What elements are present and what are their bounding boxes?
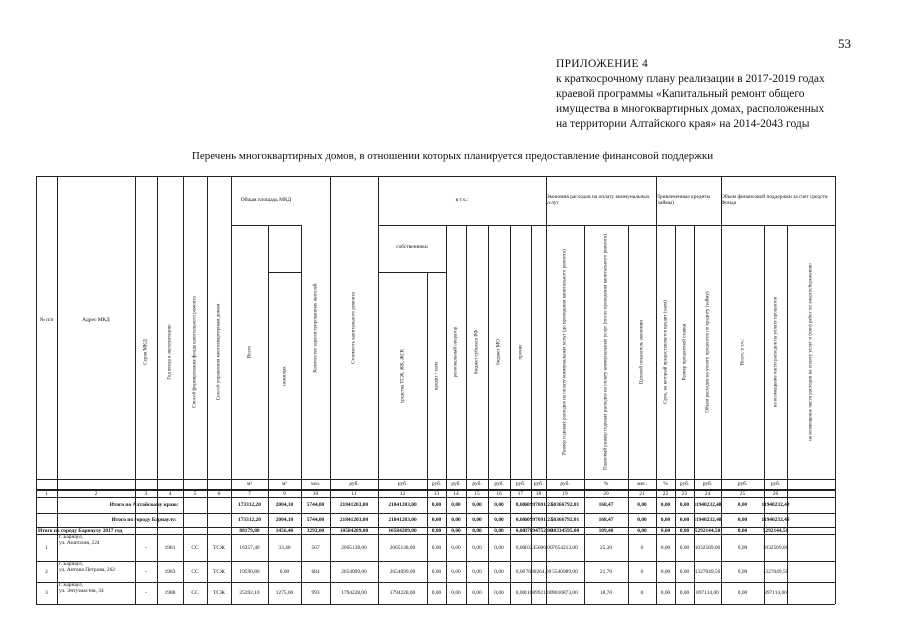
column-number: 14 xyxy=(453,490,459,497)
unit-cell: % xyxy=(603,481,609,487)
row-mgmt: ТСЖ xyxy=(213,590,225,596)
unit-cell: руб. xyxy=(349,481,359,487)
header-area-nonres: нежилых xyxy=(281,365,287,386)
row-value: 993 xyxy=(311,590,320,596)
header-target-economy: Целевой показатель экономии xyxy=(639,320,645,384)
row-value: 0,00 xyxy=(660,590,671,596)
row-value: 1794228,00 xyxy=(389,590,416,596)
row-fund: СС xyxy=(191,544,199,551)
appendix-line: имущества в многоквартирных домах, расположенных xyxy=(556,103,825,115)
column-number: 1 xyxy=(45,490,48,497)
row-value: 18,70 xyxy=(599,590,613,596)
row-value: 0,00 xyxy=(431,590,442,596)
row-value: 897114,00 xyxy=(696,590,719,596)
unit-cell: чел. xyxy=(310,481,321,487)
row-value: 9010873,00 xyxy=(552,590,578,596)
column-number: 22 xyxy=(662,490,669,497)
totals-value: 0,00 xyxy=(660,527,671,534)
row-value: 1275,00 xyxy=(275,590,294,596)
row-value: 0,00 xyxy=(515,590,526,596)
row-value: 0,00 xyxy=(472,544,482,551)
row-value: 0,00 xyxy=(451,544,461,551)
unit-cell: руб. xyxy=(431,481,442,487)
header-fund-method: Способ формирования фонда капитального ремонта xyxy=(192,296,198,408)
totals-value: 0,00 xyxy=(737,527,748,534)
column-number: 7 xyxy=(248,490,251,497)
totals-value: 0,00 xyxy=(660,502,671,508)
totals-value: 50366792,01 xyxy=(550,502,580,508)
header-other: прочие xyxy=(517,344,523,360)
header-no: № п/п xyxy=(39,317,54,323)
row-value: 0,00 xyxy=(737,544,748,551)
header-owners: собственники xyxy=(396,243,428,250)
appendix-line: к краткосрочному плану реализации в 2017-2019 годах xyxy=(556,73,825,85)
totals-value: 0,00 xyxy=(660,517,671,523)
row-value: 0,00 xyxy=(472,568,482,575)
unit-cell: м² xyxy=(246,481,253,487)
header-support-total: Всего, в т.ч.: xyxy=(739,338,745,366)
row-value: 0,00 xyxy=(494,544,504,551)
row-address-street: ул. Анатолия, 224 xyxy=(59,540,100,546)
totals-value: 11940232,48 xyxy=(761,517,790,523)
totals-value: 0,00 xyxy=(679,527,690,534)
header-annual-after: Плановый размер годовых расходов на оплату коммунальных услуг (после проведения капитального ремонта) xyxy=(603,234,609,470)
row-number: 3 xyxy=(45,590,48,596)
totals-value: 2004,10 xyxy=(275,502,294,508)
unit-cell: руб. xyxy=(770,481,781,487)
header-support-works: на возмещение части расходов на оплату услуг и (или) работ по энергосбережению xyxy=(808,263,814,441)
totals-value: 0,00 xyxy=(472,502,482,508)
header-year: Год ввода в эксплуатацию xyxy=(167,324,173,380)
row-value: 2065138,00 xyxy=(341,544,367,551)
header-incl: в т.ч.: xyxy=(455,197,469,203)
totals-value: 50366792,01 xyxy=(550,517,580,523)
totals-value: 0,00 xyxy=(451,502,461,508)
column-number: 24 xyxy=(704,490,711,497)
column-number: 16 xyxy=(496,490,502,497)
row-value: 25,30 xyxy=(599,544,613,551)
totals-value: 2004,10 xyxy=(275,517,294,523)
unit-cell: руб. xyxy=(397,481,408,487)
totals-value: 88179,80 xyxy=(239,527,260,534)
header-savings: Экономия расходов на оплату коммунальных услуг xyxy=(546,194,650,206)
totals-value: 60997691,23 xyxy=(524,502,553,508)
row-value: 0 xyxy=(640,568,644,575)
totals-value: 0,00 xyxy=(515,517,526,523)
row-fund: СС xyxy=(191,568,199,575)
row-value: 0,00 xyxy=(515,568,526,575)
row-year: 1988 xyxy=(164,590,176,596)
row-value: 2654099,00 xyxy=(341,568,367,575)
column-number: 26 xyxy=(772,490,779,497)
totals-value: 37894752,00 xyxy=(524,527,553,534)
header-area-total: Всего xyxy=(246,345,252,359)
row-value: 0,00 xyxy=(472,590,482,596)
row-value: 0,00 xyxy=(279,568,290,575)
unit-cell: руб. xyxy=(702,481,713,487)
row-value: 0,00 xyxy=(431,568,442,575)
row-value: 0,00 xyxy=(494,590,504,596)
row-value: 0,00 xyxy=(660,568,671,575)
header-attracted: Привлеченные кредиты (займы) xyxy=(656,194,711,206)
totals-value: 0,00 xyxy=(494,517,504,523)
row-value: 1794228,00 xyxy=(341,590,367,596)
totals-value: 21841203,00 xyxy=(388,517,417,523)
row-value: 0,00 xyxy=(679,544,690,551)
row-value: 19590,80 xyxy=(239,568,260,575)
column-number: 12 xyxy=(399,490,406,497)
totals-value: 10584289,00 xyxy=(339,527,369,534)
header-series: Серия МКД xyxy=(143,339,149,365)
row-value: 2654099,00 xyxy=(389,568,416,575)
row-year: 1983 xyxy=(164,568,176,575)
header-support: Объем финансовой поддержки за счет средств Фонда xyxy=(721,194,828,206)
row-series: - xyxy=(145,568,147,575)
row-value: 0,00 xyxy=(679,568,690,575)
page-number: 53 xyxy=(838,36,851,51)
column-number: 2 xyxy=(94,490,98,497)
header-interest-volume: Объем расходов на уплату процентов по кредиту (займу) xyxy=(704,291,710,413)
column-number: 23 xyxy=(681,490,688,497)
appendix-title: ПРИЛОЖЕНИЕ 4 xyxy=(556,58,649,70)
totals-value: 21841203,00 xyxy=(339,502,369,508)
column-number: 5 xyxy=(193,490,197,497)
unit-cell: руб. xyxy=(494,481,504,487)
row-address-city: г. Барнаул, xyxy=(59,582,83,588)
unit-cell: руб. xyxy=(472,481,482,487)
column-number: 21 xyxy=(639,490,645,497)
row-series: - xyxy=(145,544,147,551)
totals-value: 0,00 xyxy=(431,517,442,523)
row-value: 0,00 xyxy=(451,590,461,596)
appendix-line: на территории Алтайского края» на 2014-2043 годы xyxy=(556,118,810,130)
row-value: 11089921,00 xyxy=(524,590,553,596)
totals-value: 30334595,00 xyxy=(550,527,580,534)
totals-value: 1456,40 xyxy=(275,527,294,534)
totals-value: 0,00 xyxy=(494,502,504,508)
row-address-city: г. Барнаул, xyxy=(59,534,83,540)
row-address-street: ул. Энтузиастов, 34 xyxy=(59,588,104,594)
totals-value: 5744,00 xyxy=(306,502,325,508)
totals-value: 0,00 xyxy=(637,517,647,523)
column-number: 18 xyxy=(535,490,542,497)
totals-value: 0,00 xyxy=(451,527,461,534)
row-value: 1327049,50 xyxy=(694,568,721,575)
row-value: 21,70 xyxy=(599,568,613,575)
unit-cell: м² xyxy=(281,481,288,487)
header-residents: Количество зарегистрированных жителей xyxy=(312,282,318,373)
header-mo-budget: бюджет МО xyxy=(496,339,502,365)
row-value: 0,00 xyxy=(737,590,748,596)
row-value: 567 xyxy=(311,544,320,551)
header-regional-operator: региональный оператор xyxy=(453,326,459,378)
totals-value: 0,00 xyxy=(637,502,647,508)
row-address-street: ул. Антона Петрова, 262 xyxy=(59,567,115,573)
totals-value: 168,47 xyxy=(598,502,614,508)
header-total-area: Общая площадь МКД xyxy=(240,197,292,203)
unit-cell: руб. xyxy=(679,481,690,487)
header-support-interest: на возмещение части расходов на уплату процентов xyxy=(772,296,778,408)
row-value: 7654213,00 xyxy=(552,544,578,551)
totals-value: 0,00 xyxy=(494,527,504,534)
header-address: Адрес МКД xyxy=(82,317,110,323)
totals-value: 0,00 xyxy=(515,502,526,508)
totals-value: 173312,20 xyxy=(238,502,261,508)
document-title: Перечень многоквартирных домов, в отношении которых планируется предоставление финансовой поддержки xyxy=(191,150,714,162)
row-value: 1327049,50 xyxy=(762,568,789,575)
unit-cell: % xyxy=(663,481,668,487)
header-credit-term: Срок, на который предоставляется кредит (заем) xyxy=(662,300,668,404)
unit-cell: руб. xyxy=(737,481,748,487)
column-number: 6 xyxy=(217,490,221,497)
row-value: 0,00 xyxy=(494,568,504,575)
row-value: 25392,10 xyxy=(239,590,260,596)
row-value: 0 xyxy=(640,544,644,551)
row-value: 33,40 xyxy=(278,544,291,551)
row-series: - xyxy=(145,590,147,596)
header-repair-cost: Стоимость капитального ремонта xyxy=(351,291,357,364)
totals-value: 0,00 xyxy=(472,527,482,534)
unit-cell: руб. xyxy=(451,481,461,487)
totals-value: 5292144,50 xyxy=(762,527,789,534)
row-fund: СС xyxy=(191,590,199,596)
row-value: 684 xyxy=(311,568,320,575)
row-value: 0,00 xyxy=(431,544,442,551)
totals-value: 0,00 xyxy=(679,517,690,523)
column-number: 15 xyxy=(474,490,480,497)
header-subject-budget: бюджет субъекта РФ xyxy=(474,329,480,375)
totals-value: 11940232,48 xyxy=(693,502,722,508)
header-annual-before: Размер годовых расходов на оплату коммунальных услуг (до проведения капитального ремонта) xyxy=(562,249,568,455)
row-value: 10245606,00 xyxy=(524,544,553,551)
appendix-line: краевой программы «Капитальный ремонт общего xyxy=(556,88,805,100)
totals-value: 11940232,48 xyxy=(693,517,722,523)
row-value: 897114,00 xyxy=(764,590,787,596)
row-value: 1032569,00 xyxy=(694,544,721,551)
totals-value: 10584289,00 xyxy=(388,527,417,534)
totals-value: 109,40 xyxy=(598,527,614,534)
totals-value: 21841203,00 xyxy=(388,502,417,508)
totals-label: Итого по городу Барнаулу 2017 год xyxy=(38,527,123,534)
totals-value: 21841203,00 xyxy=(339,517,369,523)
row-value: 7080264,00 xyxy=(525,568,552,575)
row-value: 16257,40 xyxy=(239,544,260,551)
column-number: 9 xyxy=(283,490,286,497)
row-value: 5540989,00 xyxy=(552,568,578,575)
totals-value: 5744,00 xyxy=(306,517,325,523)
row-address xyxy=(57,582,137,604)
row-value: 0 xyxy=(640,590,644,596)
row-address-city: г. Барнаул, xyxy=(59,561,83,567)
totals-value: 0,00 xyxy=(451,517,461,523)
row-year: 1981 xyxy=(164,544,176,551)
row-value: 2065138,00 xyxy=(389,544,416,551)
row-value: 0,00 xyxy=(515,544,526,551)
column-number: 20 xyxy=(603,490,609,497)
column-number: 10 xyxy=(312,490,319,497)
column-number: 25 xyxy=(739,490,746,497)
row-number: 2 xyxy=(45,568,48,575)
header-interest-rate: Размер процентной ставки xyxy=(681,323,687,381)
header-mgmt-method: Способ управления многоквартирным домом xyxy=(216,303,222,401)
totals-value: 168,47 xyxy=(598,517,614,523)
totals-value: 0,00 xyxy=(679,502,690,508)
column-number: 19 xyxy=(562,490,568,497)
unit-cell: руб. xyxy=(560,481,570,487)
row-mgmt: ТСЖ xyxy=(213,568,225,575)
totals-value: 173312,20 xyxy=(238,517,261,523)
totals-label: Итого по Алтайскому краю: xyxy=(109,502,179,508)
column-number: 13 xyxy=(433,490,440,497)
row-value: 0,00 xyxy=(451,568,461,575)
totals-value: 0,00 xyxy=(737,517,748,523)
row-value: 0,00 xyxy=(660,544,671,551)
header-credit: кредит / заем xyxy=(433,361,439,390)
unit-cell: руб. xyxy=(515,481,526,487)
totals-value: 0,00 xyxy=(472,517,482,523)
totals-value: 0,00 xyxy=(637,527,647,534)
totals-value: 11940232,48 xyxy=(761,502,790,508)
column-number: 17 xyxy=(517,490,524,497)
header-owners-funds: средства ТСЖ, ЖК, ЖСК xyxy=(399,348,405,403)
row-value: 1032569,00 xyxy=(762,544,789,551)
row-value: 0,00 xyxy=(737,568,748,575)
totals-value: 60997691,23 xyxy=(524,517,553,523)
unit-cell: руб. xyxy=(533,481,544,487)
totals-value: 0,00 xyxy=(431,502,442,508)
column-number: 3 xyxy=(144,490,148,497)
totals-value: 0,00 xyxy=(737,502,748,508)
row-address xyxy=(57,534,137,561)
row-mgmt: ТСЖ xyxy=(213,544,225,551)
row-value: 0,00 xyxy=(679,590,690,596)
column-number: 11 xyxy=(351,490,357,497)
column-number: 4 xyxy=(168,490,172,497)
unit-cell: мес. xyxy=(637,481,647,487)
totals-value: 0,00 xyxy=(515,527,526,534)
totals-label: Итого по городу Барнаулу: xyxy=(111,517,177,523)
totals-value: 5292144,50 xyxy=(694,527,721,534)
row-number: 1 xyxy=(45,544,48,551)
totals-value: 3292,00 xyxy=(306,527,325,534)
row-address xyxy=(57,561,137,582)
totals-value: 0,00 xyxy=(431,527,442,534)
